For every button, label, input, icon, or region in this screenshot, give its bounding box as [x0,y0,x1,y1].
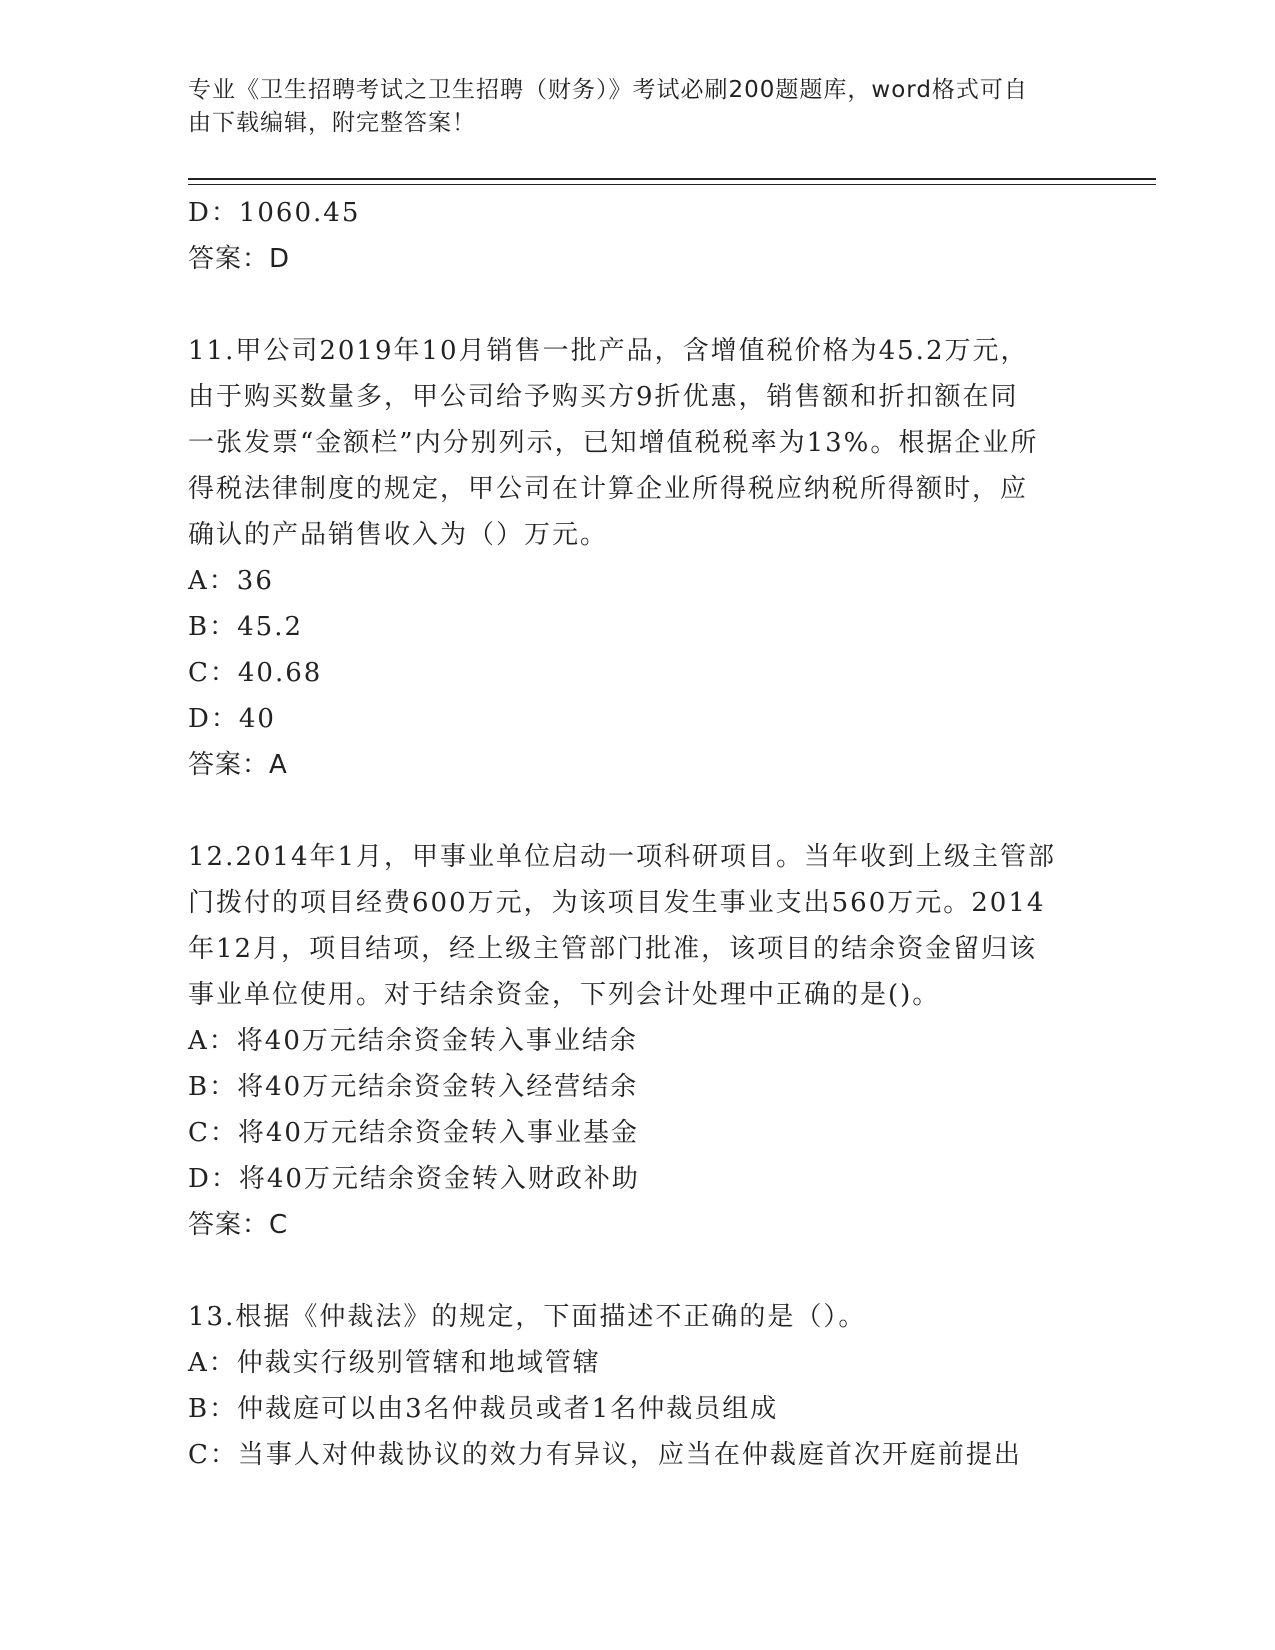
question-text-line: 12.2014年1月，甲事业单位启动一项科研项目。当年收到上级主管部 [188,842,1057,872]
option-c: C：40.68 [188,658,323,688]
question-text-line: 确认的产品销售收入为（）万元。 [188,520,609,550]
option-a: A：36 [188,566,274,596]
question-text-line: 一张发票“金额栏”内分别列示，已知增值税税率为13%。根据企业所 [188,428,1039,458]
option-c: C：将40万元结余资金转入事业基金 [188,1118,639,1148]
header-line-1: 专业《卫生招聘考试之卫生招聘（财务）》考试必刷200题题库，word格式可自 [188,77,1028,103]
document-body [188,190,1088,1478]
answer-line: 答案：C [188,1210,289,1240]
previous-question-tail [188,190,1088,282]
question-13 [188,1294,1088,1478]
document-header [188,74,1088,140]
header-rule-thick [188,178,1156,180]
option-a: A：将40万元结余资金转入事业结余 [188,1026,638,1056]
option-c: C：当事人对仲裁协议的效力有异议，应当在仲裁庭首次开庭前提出 [188,1440,1022,1470]
question-text-line: 13.根据《仲裁法》的规定，下面描述不正确的是（）。 [188,1302,867,1332]
question-text-line: 门拨付的项目经费600万元，为该项目发生事业支出560万元。2014 [188,888,1046,918]
header-line-2: 由下载编辑，附完整答案！ [188,110,476,136]
option-a: A：仲裁实行级别管辖和地域管辖 [188,1348,601,1378]
option-d: D：1060.45 [188,198,361,228]
option-b: B：将40万元结余资金转入经营结余 [188,1072,639,1102]
header-rule-thin [188,184,1156,185]
question-text-line: 事业单位使用。对于结余资金，下列会计处理中正确的是()。 [188,980,941,1010]
option-d: D：40 [188,704,276,734]
question-text-line: 得税法律制度的规定，甲公司在计算企业所得税应纳税所得额时，应 [188,474,1029,504]
option-d: D：将40万元结余资金转入财政补助 [188,1164,640,1194]
question-text-line: 由于购买数量多，甲公司给予购买方9折优惠，销售额和折扣额在同 [188,382,1019,412]
option-b: B：45.2 [188,612,303,642]
question-text-line: 11.甲公司2019年10月销售一批产品，含增值税价格为45.2万元， [188,336,1029,366]
answer-line: 答案：D [188,244,291,274]
option-b: B：仲裁庭可以由3名仲裁员或者1名仲裁员组成 [188,1394,779,1424]
question-11 [188,328,1088,788]
question-12 [188,834,1088,1248]
answer-line: 答案：A [188,750,288,780]
question-text-line: 年12月，项目结项，经上级主管部门批准，该项目的结余资金留归该 [188,934,1038,964]
